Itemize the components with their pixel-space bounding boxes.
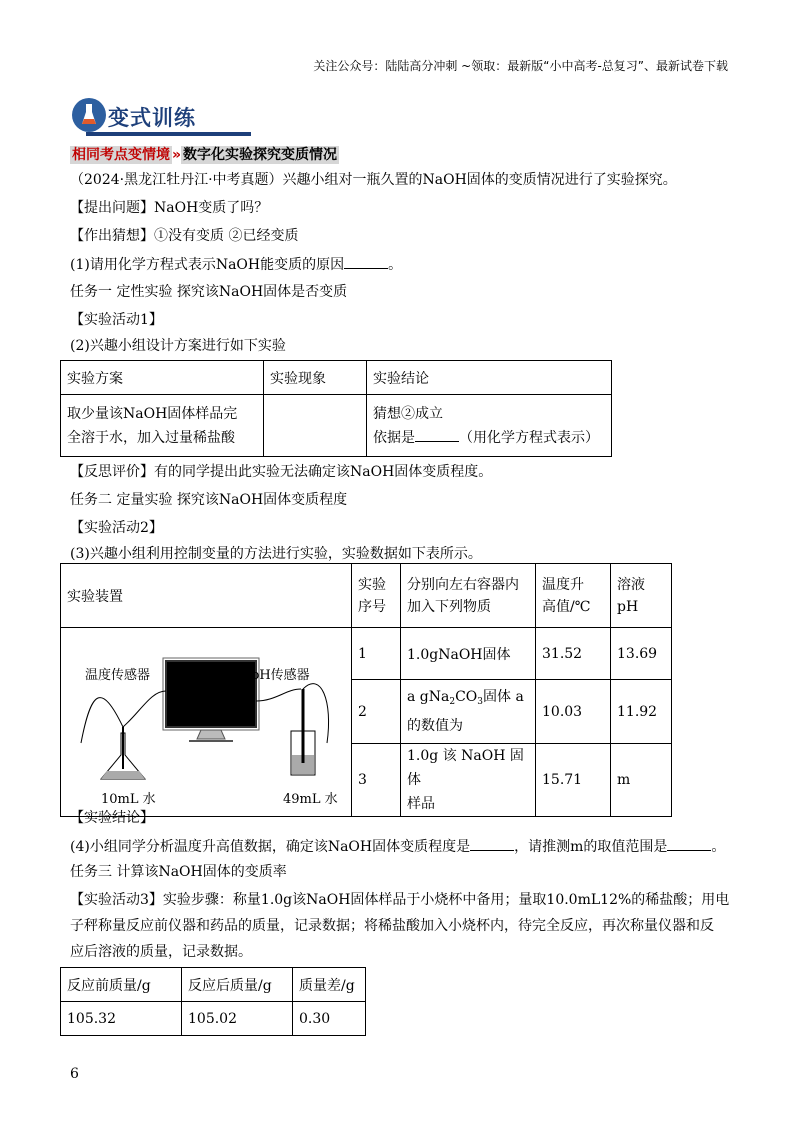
ph-1: 13.69 [611, 628, 672, 680]
left-water-label: 10mL 水 [101, 792, 156, 807]
task-2: 任务二 定量实验 探究该NaOH固体变质程度 [70, 492, 348, 508]
answer-blank-4[interactable] [667, 836, 711, 851]
section-banner [72, 98, 252, 136]
subscript-2: 2 [449, 697, 456, 707]
left-water [101, 771, 145, 779]
mass-diff-value: 0.30 [293, 1002, 366, 1036]
left-wire [81, 698, 123, 743]
substance-header-1: 分别向左右容器内 [407, 576, 519, 593]
activity-2: 【实验活动2】 [70, 520, 163, 536]
substance-header [401, 564, 536, 628]
plan-table [60, 360, 612, 457]
question-2: (2)兴趣小组设计方案进行如下实验 [70, 338, 286, 354]
conclusion-header: 实验结论 [367, 361, 612, 395]
question-3: (3)兴趣小组利用控制变量的方法进行实验，实验数据如下表所示。 [70, 546, 482, 562]
plan-cell [61, 395, 264, 457]
conclusion-line-2 [373, 426, 605, 450]
substance-1: 1.0gNaOH固体 [401, 628, 536, 680]
ph-header-1: 溶液 [617, 576, 645, 593]
conclusion-basis-note: （用化学方程式表示） [459, 429, 599, 446]
device-header: 实验装置 [61, 564, 352, 628]
temp-header [536, 564, 611, 628]
hypothesis-text: 【作出猜想】①没有变质 ②已经变质 [70, 228, 299, 244]
conclusion-cell [367, 395, 612, 457]
question-4-part-a: (4)小组同学分析温度升高值数据，确定该NaOH固体变质程度是 [70, 839, 471, 855]
question-1-text: (1)请用化学方程式表示NaOH能变质的原因 [70, 257, 345, 273]
conclusion-heading: 【实验结论】 [70, 810, 154, 826]
seq-header-1: 实验 [358, 576, 386, 593]
substance-2 [401, 680, 536, 744]
substance-2-prefix: a gNa [407, 689, 450, 705]
ph-header-2: pH [617, 598, 639, 615]
seq-header-2: 序号 [358, 598, 386, 615]
question-4 [70, 836, 725, 857]
conclusion-line-1: 猜想②成立 [373, 405, 443, 422]
page-header: 关注公众号：陆陆高分冲刺 ~领取：最新版“小中高考-总复习”、最新试卷下载 [313, 59, 728, 73]
experiment-table [60, 563, 672, 817]
question-4-part-b: ，请推测m的取值范围是 [514, 839, 668, 855]
mass-table [60, 967, 366, 1036]
answer-blank-3[interactable] [470, 836, 514, 851]
substance-3-line-1: 1.0g 该 NaOH 固体 [407, 748, 524, 788]
mass-after-header: 反应后质量/g [182, 968, 293, 1002]
intro-text: （2024·黑龙江牡丹江·中考真题）兴趣小组对一瓶久置的NaOH固体的变质情况进行了实验探究。 [70, 172, 677, 188]
topic-tag [70, 144, 339, 164]
temp-header-2: 高值/℃ [542, 598, 591, 615]
temp-3: 15.71 [536, 744, 611, 817]
plan-line-2: 全溶于水，加入过量稀盐酸 [67, 429, 235, 446]
question-1 [70, 254, 402, 275]
monitor-stand [197, 730, 225, 739]
task-3: 任务三 计算该NaOH固体的变质率 [70, 864, 287, 880]
page-number: 6 [70, 1066, 79, 1082]
substance-header-2: 加入下列物质 [407, 598, 491, 615]
problem-text: 【提出问题】NaOH变质了吗？ [70, 200, 269, 216]
phenomenon-cell[interactable] [264, 395, 367, 457]
monitor-screen [166, 661, 256, 727]
banner-title: 变式训练 [108, 106, 196, 130]
question-1-end: 。 [388, 257, 403, 273]
activity-3-line-1: 【实验活动3】实验步骤：称量1.0g该NaOH固体样品于小烧杯中备用；量取10.0mL12%的稀盐酸；用电 [70, 892, 730, 908]
subscript-3: 3 [477, 697, 484, 707]
answer-blank-2[interactable] [415, 427, 459, 442]
temp-header-1: 温度升 [542, 576, 584, 593]
carbonate-text: CO [455, 689, 478, 705]
ph-2: 11.92 [611, 680, 672, 744]
ph-header [611, 564, 672, 628]
banner-underline [86, 132, 251, 136]
substance-3-line-2: 样品 [407, 796, 435, 812]
conclusion-basis-label: 依据是 [373, 429, 415, 446]
substance-2-line-2: 的数值为 [407, 718, 463, 734]
seq-3: 3 [352, 744, 401, 817]
device-cell [61, 628, 352, 817]
phenomenon-header: 实验现象 [264, 361, 367, 395]
mass-diff-header: 质量差/g [293, 968, 366, 1002]
ph-3: m [611, 744, 672, 817]
left-cable [123, 691, 166, 727]
plan-line-1: 取少量该NaOH固体样品完 [67, 405, 238, 422]
ph-sensor-label: pH传感器 [251, 668, 310, 683]
seq-header [352, 564, 401, 628]
apparatus-diagram [61, 631, 339, 813]
reflection-text: 【反思评价】有的同学提出此实验无法确定该NaOH固体变质程度。 [70, 464, 493, 480]
task-1: 任务一 定性实验 探究该NaOH固体是否变质 [70, 284, 348, 300]
tag-label: 相同考点变情境 [72, 147, 170, 163]
plan-header: 实验方案 [61, 361, 264, 395]
activity-3-line-3: 应后溶液的质量，记录数据。 [70, 944, 252, 960]
tag-arrow: » [172, 147, 182, 163]
seq-2: 2 [352, 680, 401, 744]
flask-icon [81, 104, 97, 126]
temp-sensor-label: 温度传感器 [85, 668, 151, 683]
question-4-end: 。 [711, 839, 726, 855]
mass-before-value: 105.32 [61, 1002, 182, 1036]
right-water-label: 49mL 水 [283, 792, 338, 807]
temp-1: 31.52 [536, 628, 611, 680]
substance-2-line-1 [407, 685, 529, 714]
right-cable [256, 689, 301, 701]
temp-2: 10.03 [536, 680, 611, 744]
activity-3-line-2: 子秤称量反应前仪器和药品的质量，记录数据；将稀盐酸加入小烧杯内，待完全反应，再次称量仪器和反 [70, 918, 714, 934]
mass-before-header: 反应前质量/g [61, 968, 182, 1002]
answer-blank-1[interactable] [344, 254, 388, 269]
tag-topic: 数字化实验探究变质情况 [183, 147, 338, 163]
substance-2-tail: 固体 a [483, 689, 524, 705]
seq-1: 1 [352, 628, 401, 680]
mass-after-value: 105.02 [182, 1002, 293, 1036]
substance-3 [401, 744, 536, 817]
activity-1: 【实验活动1】 [70, 312, 163, 328]
